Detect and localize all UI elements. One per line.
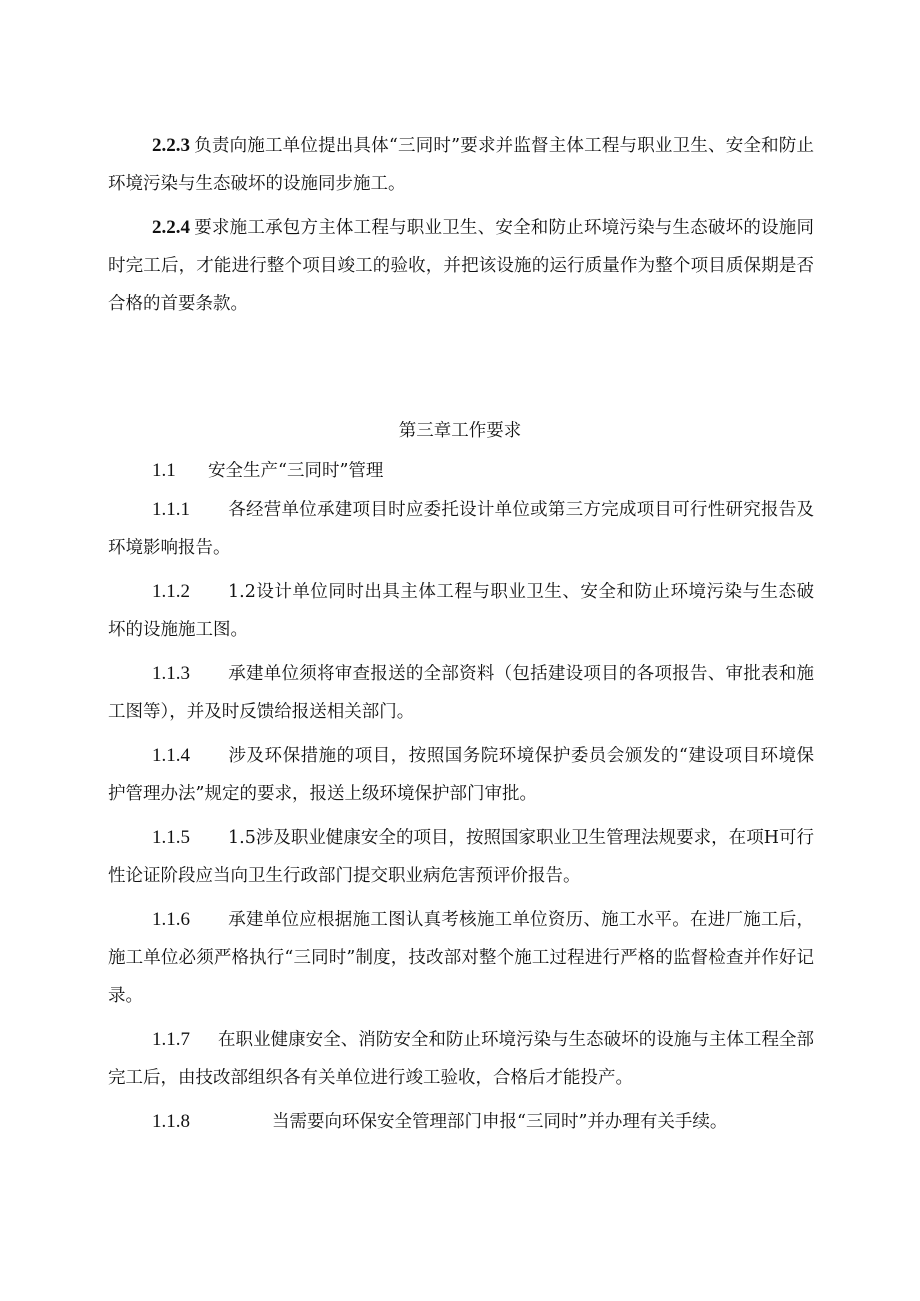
item-text: 当需要向环保安全管理部门申报“三同时”并办理有关手续。 (272, 1112, 728, 1132)
list-item-1-1-7 (108, 1021, 814, 1097)
item-number: 1.1.3 (152, 663, 190, 684)
item-text: 各经营单位承建项目时应委托设计单位或第三方完成项目可行性研究报告及环境影响报告。 (108, 500, 814, 558)
item-text: 承建单位应根据施工图认真考核施工单位资历、施工水平。在进厂施工后，施工单位必须严格执行“三同时”制度，技改部对整个施工过程进行严格的监督检查并作好记录。 (108, 910, 814, 1006)
item-text: 1.5涉及职业健康安全的项目，按照国家职业卫生管理法规要求，在项H可行性论证阶段应当向卫生行政部门提交职业病危害预评价报告。 (108, 828, 814, 886)
item-number: 1.1.5 (152, 827, 190, 848)
list-item-1-1-4 (108, 737, 814, 813)
list-item-1-1-6 (108, 901, 814, 1015)
item-number: 1.1.1 (152, 499, 190, 520)
paragraph-2-2-3 (108, 127, 814, 203)
clause-number: 2.2.4 (152, 217, 190, 238)
chapter-title: 第三章工作要求 (398, 421, 522, 441)
list-item-1-1-1 (108, 491, 814, 567)
item-number: 1.1.7 (152, 1029, 190, 1050)
section-heading-text: 安全生产“三同时”管理 (208, 461, 384, 481)
clause-text: 负责向施工单位提出具体“三同时”要求并监督主体工程与职业卫生、安全和防止环境污染与生态破坏的设施同步施工。 (108, 136, 814, 194)
list-item-1-1-8 (108, 1103, 814, 1141)
list-item-1-1-2 (108, 573, 814, 649)
item-text: 涉及环保措施的项目，按照国务院环境保护委员会颁发的“建设项目环境保护管理办法”规定的要求，报送上级环境保护部门审批。 (108, 746, 814, 804)
item-text: 承建单位须将审查报送的全部资料（包括建设项目的各项报告、审批表和施工图等），并及时反馈给报送相关部门。 (108, 664, 814, 722)
paragraph-2-2-4 (108, 209, 814, 323)
section-heading-1-1 (108, 452, 814, 490)
section-number: 1.1 (152, 460, 176, 481)
clause-number: 2.2.3 (152, 135, 190, 156)
item-text: 在职业健康安全、消防安全和防止环境污染与生态破坏的设施与主体工程全部完工后，由技改部组织各有关单位进行竣工验收，合格后才能投产。 (108, 1030, 814, 1088)
item-number: 1.1.6 (152, 909, 190, 930)
list-item-1-1-5 (108, 819, 814, 895)
item-text: 1.2设计单位同时出具主体工程与职业卫生、安全和防止环境污染与生态破坏的设施施工图。 (108, 582, 814, 640)
list-item-1-1-3 (108, 655, 814, 731)
item-number: 1.1.4 (152, 745, 190, 766)
item-number: 1.1.8 (152, 1111, 190, 1132)
item-number: 1.1.2 (152, 581, 190, 602)
clause-text: 要求施工承包方主体工程与职业卫生、安全和防止环境污染与生态破坏的设施同时完工后，才能进行整个项目竣工的验收，并把该设施的运行质量作为整个项目质保期是否合格的首要条款。 (108, 218, 814, 314)
